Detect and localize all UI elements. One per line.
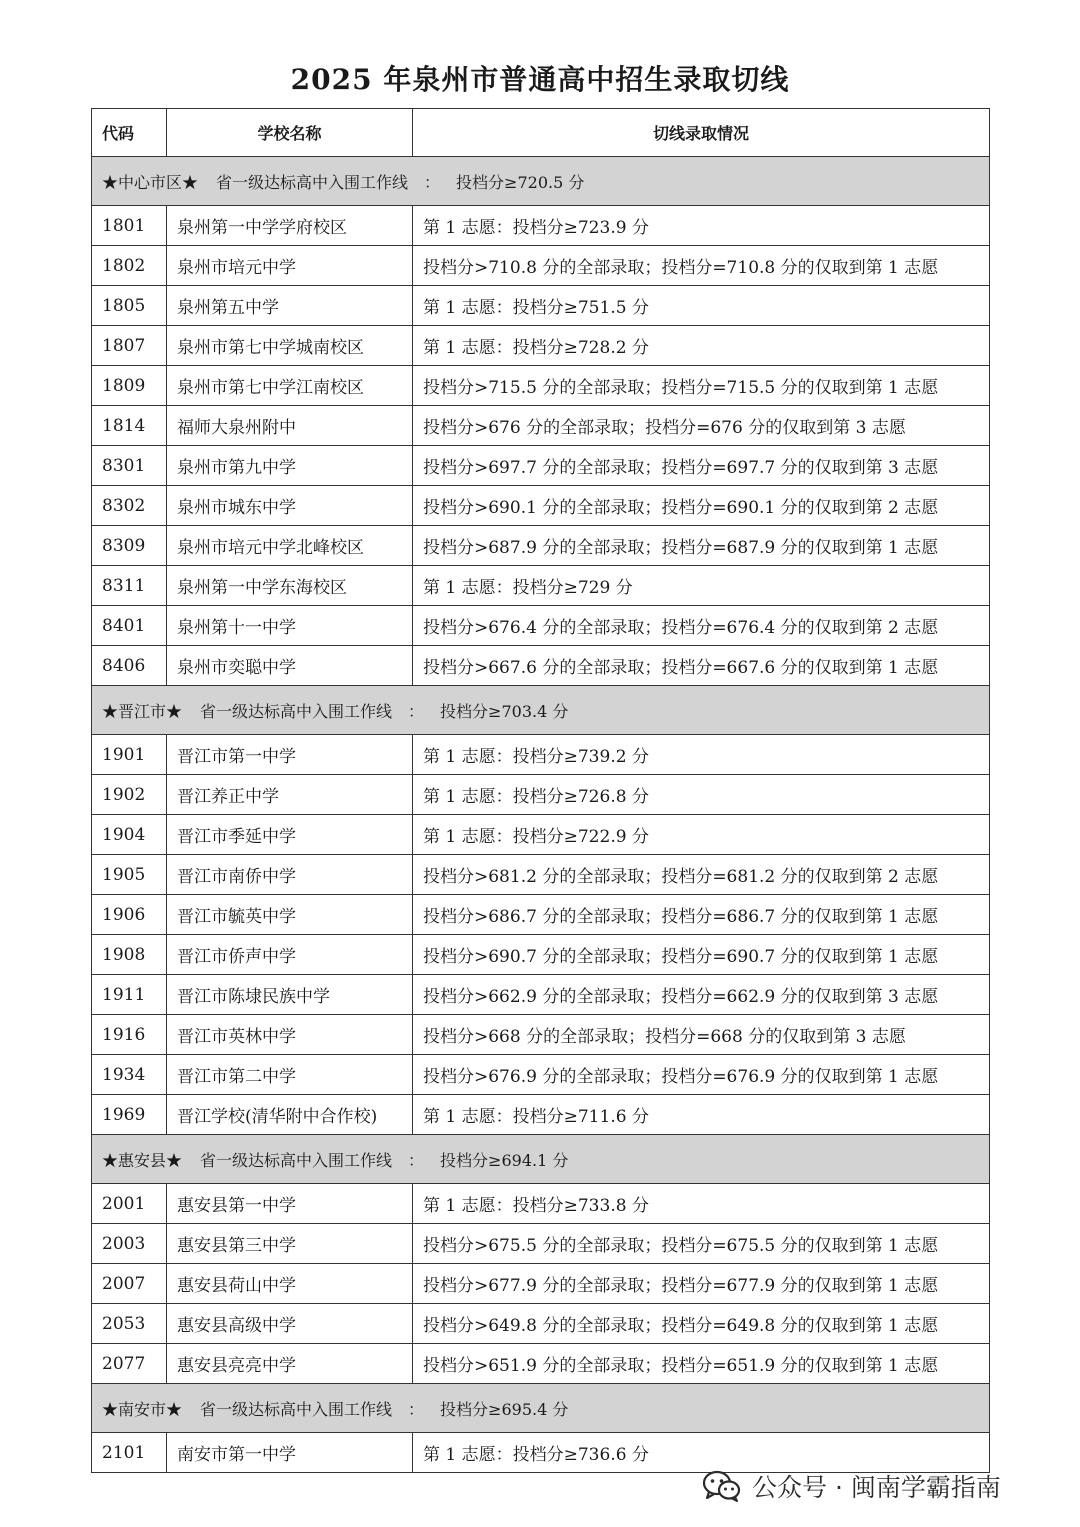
section-colon: ： [408,1399,425,1419]
code-cell: 1969 [92,1095,167,1135]
school-name-cell: 晋江市季延中学 [167,815,413,855]
table-row [92,206,990,246]
school-name-cell: 泉州第一中学学府校区 [167,206,413,246]
code-cell: 1801 [92,206,167,246]
cutoff-detail-cell: 投档分>715.5 分的全部录取；投档分=715.5 分的仅取到第 1 志愿 [413,366,990,406]
table-row [92,775,990,815]
table-row [92,1095,990,1135]
code-cell: 1904 [92,815,167,855]
school-name-cell: 福师大泉州附中 [167,406,413,446]
table-row [92,1015,990,1055]
section-cell [92,686,990,735]
school-name-cell: 泉州第一中学东海校区 [167,566,413,606]
section-name: ★中心市区★ [102,172,199,192]
table-row [92,855,990,895]
school-name-cell: 泉州市第七中学城南校区 [167,326,413,366]
cutoff-detail-cell: 投档分>697.7 分的全部录取；投档分=697.7 分的仅取到第 3 志愿 [413,446,990,486]
code-cell: 1901 [92,735,167,775]
section-score: 投档分≥720.5 分 [456,172,585,192]
cutoff-detail-cell: 投档分>690.1 分的全部录取；投档分=690.1 分的仅取到第 2 志愿 [413,486,990,526]
code-cell: 8302 [92,486,167,526]
code-cell: 8309 [92,526,167,566]
cutoff-detail-cell: 投档分>710.8 分的全部录取；投档分=710.8 分的仅取到第 1 志愿 [413,246,990,286]
cutoff-detail-cell: 投档分>676.4 分的全部录取；投档分=676.4 分的仅取到第 2 志愿 [413,606,990,646]
section-score: 投档分≥703.4 分 [440,701,569,721]
table-row [92,1224,990,1264]
cutoff-detail-cell: 投档分>668 分的全部录取；投档分=668 分的仅取到第 3 志愿 [413,1015,990,1055]
cutoff-detail-cell: 投档分>690.7 分的全部录取；投档分=690.7 分的仅取到第 1 志愿 [413,935,990,975]
code-cell: 2101 [92,1433,167,1473]
section-line-label: 省一级达标高中入围工作线 [200,1399,393,1419]
cutoff-detail-cell: 第 1 志愿：投档分≥711.6 分 [413,1095,990,1135]
school-name-cell: 惠安县亮亮中学 [167,1344,413,1384]
cutoff-detail-cell: 第 1 志愿：投档分≥736.6 分 [413,1433,990,1473]
table-row [92,366,990,406]
code-cell: 1916 [92,1015,167,1055]
table-body [92,157,990,1473]
wechat-icon [702,1470,742,1502]
code-cell: 1911 [92,975,167,1015]
table-header [92,109,990,157]
table-row [92,1264,990,1304]
cutoff-detail-cell: 投档分>649.8 分的全部录取；投档分=649.8 分的仅取到第 1 志愿 [413,1304,990,1344]
code-cell: 8311 [92,566,167,606]
code-cell: 1902 [92,775,167,815]
section-line-label: 省一级达标高中入围工作线 [200,1150,393,1170]
school-name-cell: 泉州第五中学 [167,286,413,326]
section-cell [92,157,990,206]
table-row [92,446,990,486]
cutoff-detail-cell: 投档分>662.9 分的全部录取；投档分=662.9 分的仅取到第 3 志愿 [413,975,990,1015]
table-row [92,1344,990,1384]
school-name-cell: 晋江市陈埭民族中学 [167,975,413,1015]
cutoff-detail-cell: 投档分>675.5 分的全部录取；投档分=675.5 分的仅取到第 1 志愿 [413,1224,990,1264]
section-row [92,1384,990,1433]
section-row [92,157,990,206]
table-row [92,526,990,566]
table-row [92,606,990,646]
table-row [92,815,990,855]
cutoff-table [91,108,990,1473]
school-name-cell: 泉州第十一中学 [167,606,413,646]
cutoff-detail-cell: 第 1 志愿：投档分≥729 分 [413,566,990,606]
code-cell: 1802 [92,246,167,286]
header-cutoff-detail: 切线录取情况 [413,109,990,157]
code-cell: 1934 [92,1055,167,1095]
school-name-cell: 晋江市南侨中学 [167,855,413,895]
code-cell: 1905 [92,855,167,895]
section-line-label: 省一级达标高中入围工作线 [200,701,393,721]
cutoff-detail-cell: 第 1 志愿：投档分≥751.5 分 [413,286,990,326]
header-code: 代码 [92,109,167,157]
school-name-cell: 泉州市培元中学北峰校区 [167,526,413,566]
code-cell: 1906 [92,895,167,935]
table-row [92,935,990,975]
watermark [702,1464,1001,1508]
code-cell: 1809 [92,366,167,406]
school-name-cell: 晋江养正中学 [167,775,413,815]
table-row [92,1304,990,1344]
table-row [92,1184,990,1224]
table-row [92,895,990,935]
code-cell: 8401 [92,606,167,646]
section-score: 投档分≥694.1 分 [440,1150,569,1170]
code-cell: 2001 [92,1184,167,1224]
watermark-text: 公众号 · 闽南学霸指南 [752,1473,1001,1502]
school-name-cell: 惠安县第一中学 [167,1184,413,1224]
school-name-cell: 惠安县第三中学 [167,1224,413,1264]
school-name-cell: 泉州市第七中学江南校区 [167,366,413,406]
section-line-label: 省一级达标高中入围工作线 [216,172,409,192]
code-cell: 1814 [92,406,167,446]
code-cell: 2077 [92,1344,167,1384]
code-cell: 2007 [92,1264,167,1304]
table-row [92,246,990,286]
section-name: ★惠安县★ [102,1150,183,1170]
school-name-cell: 晋江市侨声中学 [167,935,413,975]
school-name-cell: 惠安县高级中学 [167,1304,413,1344]
school-name-cell: 泉州市第九中学 [167,446,413,486]
code-cell: 2003 [92,1224,167,1264]
cutoff-detail-cell: 第 1 志愿：投档分≥722.9 分 [413,815,990,855]
code-cell: 1807 [92,326,167,366]
table-row [92,326,990,366]
cutoff-detail-cell: 第 1 志愿：投档分≥728.2 分 [413,326,990,366]
cutoff-detail-cell: 投档分>687.9 分的全部录取；投档分=687.9 分的仅取到第 1 志愿 [413,526,990,566]
table-row [92,406,990,446]
school-name-cell: 晋江市毓英中学 [167,895,413,935]
cutoff-detail-cell: 第 1 志愿：投档分≥726.8 分 [413,775,990,815]
section-colon: ： [408,701,425,721]
section-cell [92,1384,990,1433]
section-row [92,1135,990,1184]
section-colon: ： [424,172,441,192]
section-colon: ： [408,1150,425,1170]
school-name-cell: 泉州市培元中学 [167,246,413,286]
code-cell: 1805 [92,286,167,326]
cutoff-detail-cell: 投档分>667.6 分的全部录取；投档分=667.6 分的仅取到第 1 志愿 [413,646,990,686]
cutoff-detail-cell: 第 1 志愿：投档分≥739.2 分 [413,735,990,775]
school-name-cell: 泉州市城东中学 [167,486,413,526]
section-name: ★晋江市★ [102,701,183,721]
table-row [92,286,990,326]
cutoff-detail-cell: 第 1 志愿：投档分≥733.8 分 [413,1184,990,1224]
cutoff-detail-cell: 投档分>676 分的全部录取；投档分=676 分的仅取到第 3 志愿 [413,406,990,446]
school-name-cell: 晋江市第二中学 [167,1055,413,1095]
table-row [92,566,990,606]
table-row [92,1055,990,1095]
section-row [92,686,990,735]
cutoff-detail-cell: 投档分>651.9 分的全部录取；投档分=651.9 分的仅取到第 1 志愿 [413,1344,990,1384]
cutoff-detail-cell: 第 1 志愿：投档分≥723.9 分 [413,206,990,246]
cutoff-detail-cell: 投档分>677.9 分的全部录取；投档分=677.9 分的仅取到第 1 志愿 [413,1264,990,1304]
table-row [92,646,990,686]
code-cell: 8301 [92,446,167,486]
table-row [92,735,990,775]
header-school-name: 学校名称 [167,109,413,157]
school-name-cell: 晋江学校(清华附中合作校) [167,1095,413,1135]
cutoff-detail-cell: 投档分>681.2 分的全部录取；投档分=681.2 分的仅取到第 2 志愿 [413,855,990,895]
code-cell: 1908 [92,935,167,975]
cutoff-detail-cell: 投档分>686.7 分的全部录取；投档分=686.7 分的仅取到第 1 志愿 [413,895,990,935]
table-row [92,486,990,526]
section-score: 投档分≥695.4 分 [440,1399,569,1419]
table-row [92,975,990,1015]
cutoff-detail-cell: 投档分>676.9 分的全部录取；投档分=676.9 分的仅取到第 1 志愿 [413,1055,990,1095]
page-title: 2025 年泉州市普通高中招生录取切线 [290,63,790,96]
school-name-cell: 晋江市英林中学 [167,1015,413,1055]
code-cell: 8406 [92,646,167,686]
school-name-cell: 南安市第一中学 [167,1433,413,1473]
school-name-cell: 晋江市第一中学 [167,735,413,775]
code-cell: 2053 [92,1304,167,1344]
section-cell [92,1135,990,1184]
school-name-cell: 泉州市奕聪中学 [167,646,413,686]
section-name: ★南安市★ [102,1399,183,1419]
school-name-cell: 惠安县荷山中学 [167,1264,413,1304]
